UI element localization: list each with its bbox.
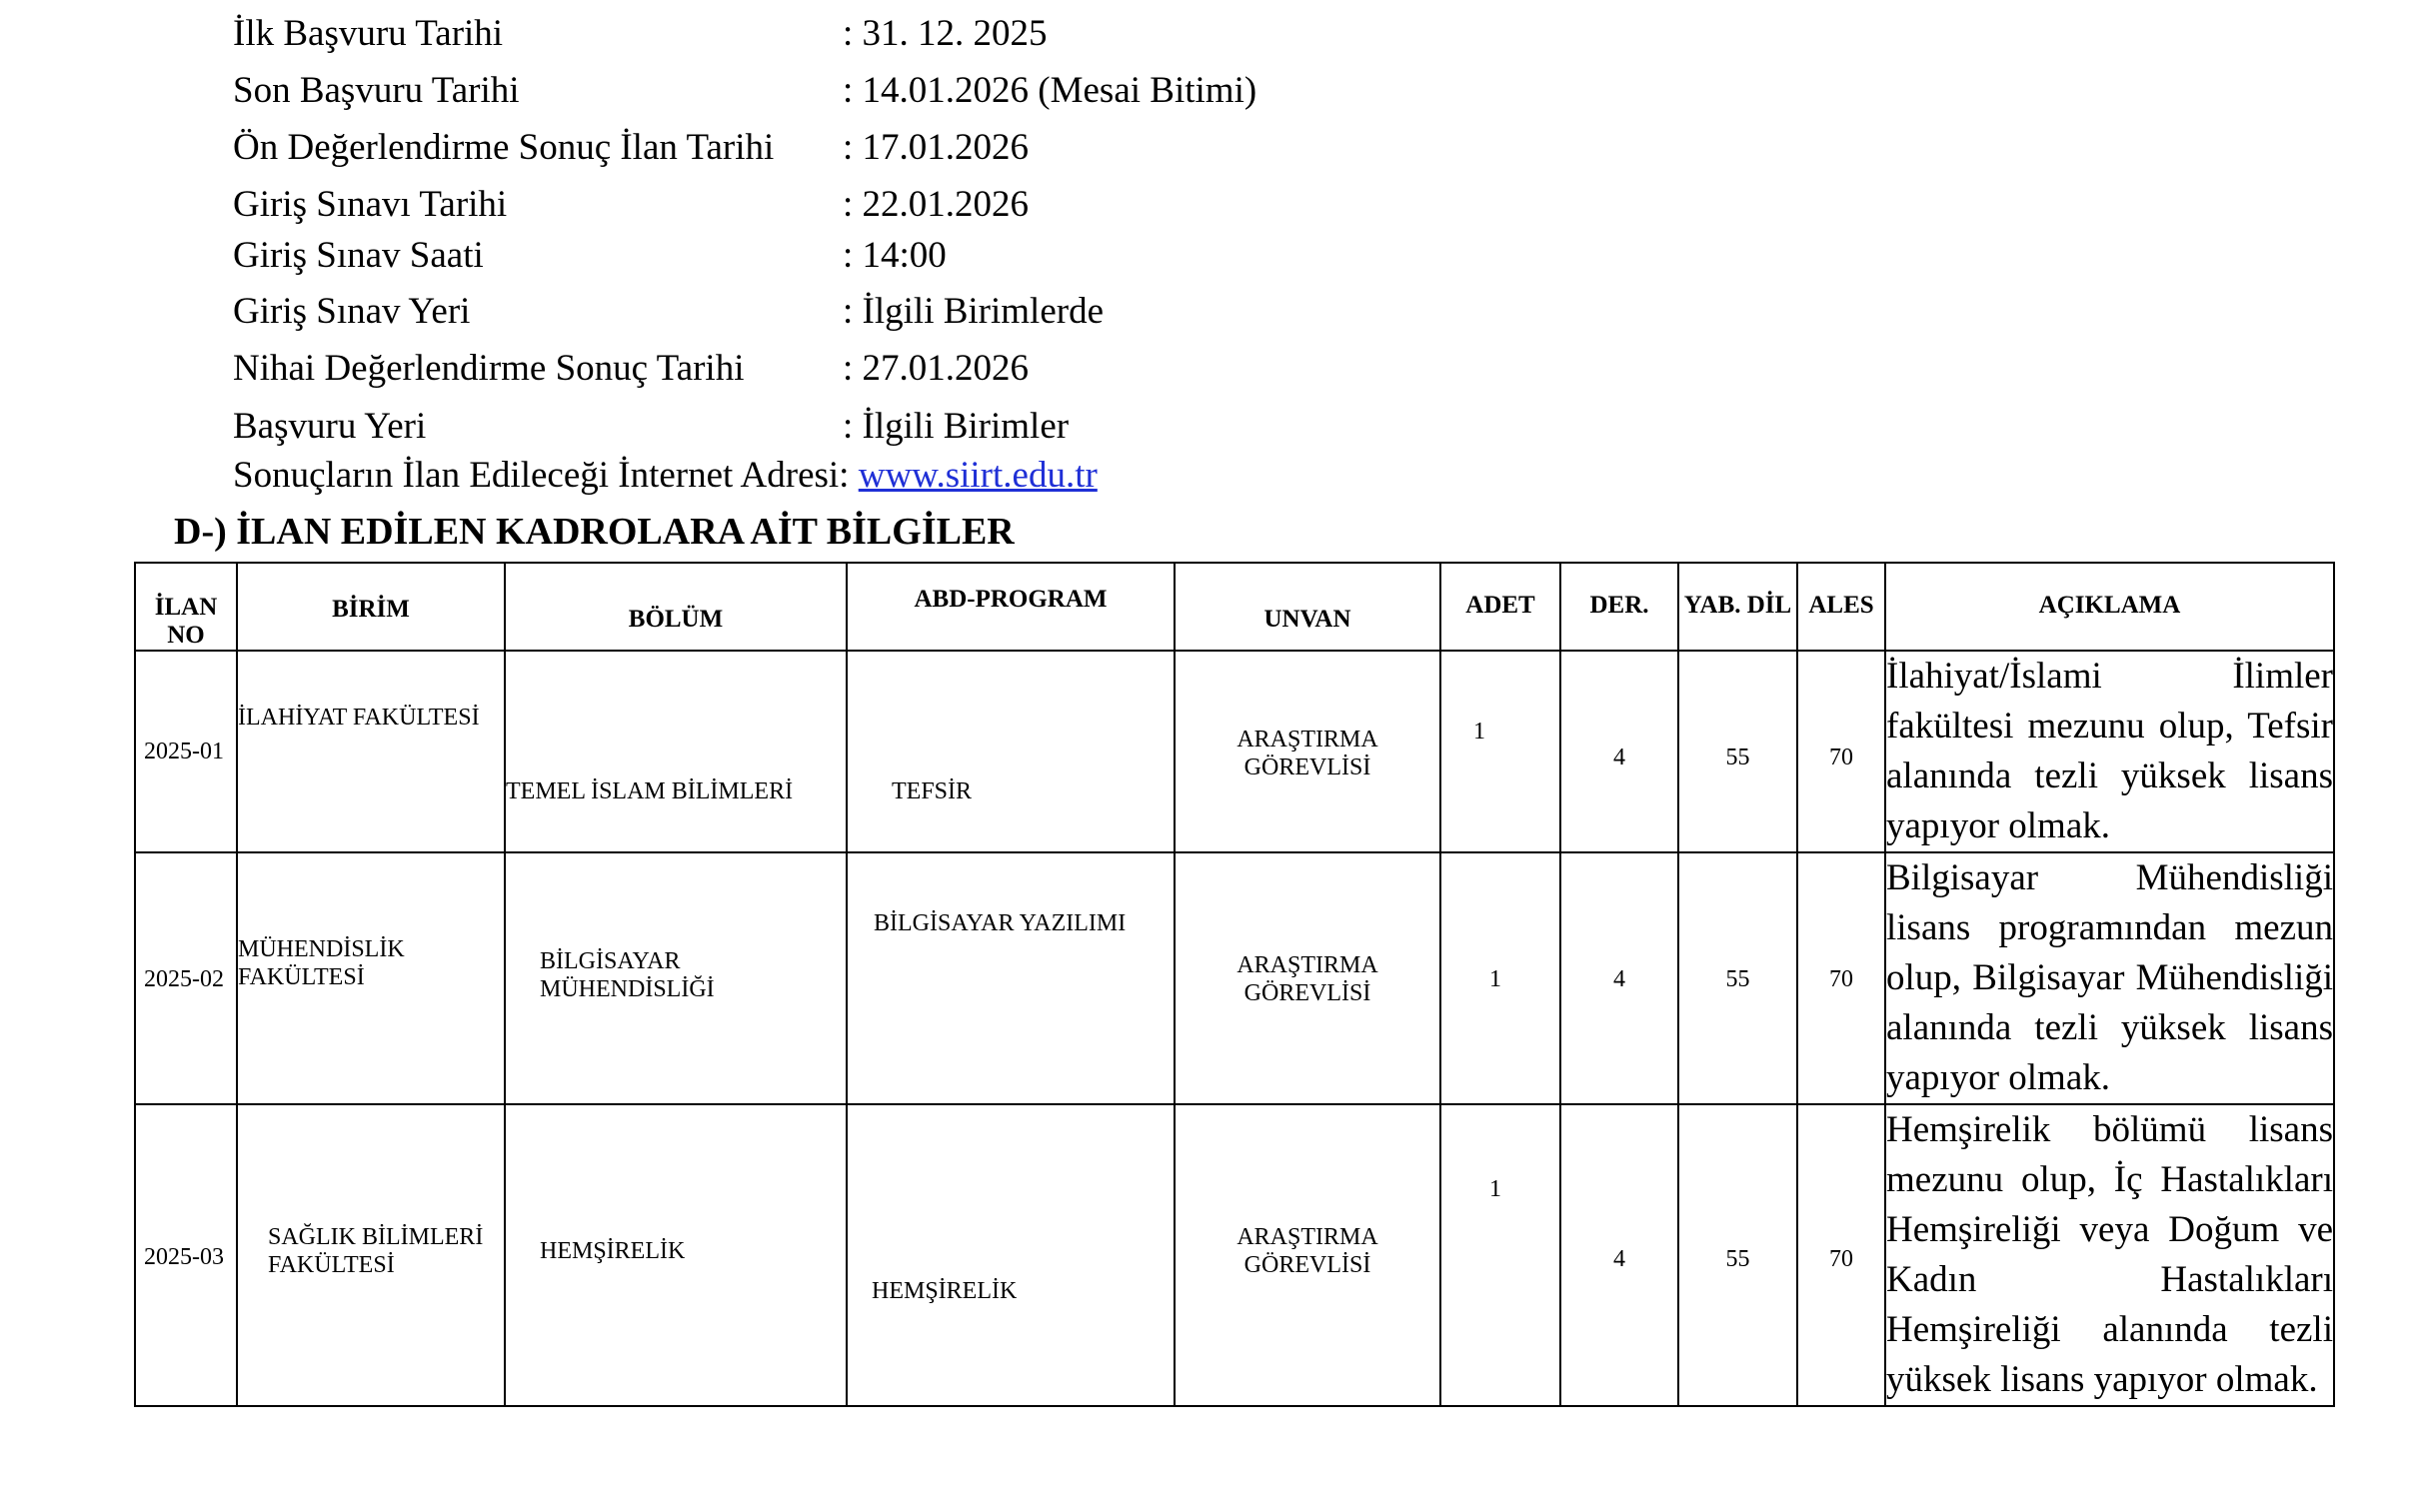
bolum-value: HEMŞİRELİK bbox=[540, 1238, 686, 1264]
cell-unvan bbox=[1175, 1104, 1440, 1406]
header-der bbox=[1560, 563, 1678, 651]
cell-adet bbox=[1440, 1104, 1560, 1406]
cell-ilan-no bbox=[135, 1104, 237, 1406]
cell-der bbox=[1560, 1104, 1678, 1406]
header-yab-dil-label: YAB. DİL bbox=[1683, 592, 1792, 619]
yab-dil-value: 55 bbox=[1725, 1246, 1750, 1272]
header-ilan-no-line2: NO bbox=[167, 622, 205, 649]
cell-aciklama bbox=[1885, 1104, 2334, 1406]
cell-unvan bbox=[1175, 651, 1440, 852]
schedule-row-application-place bbox=[0, 403, 1599, 451]
unvan-line1: ARAŞTIRMA bbox=[1236, 727, 1378, 753]
cell-aciklama bbox=[1885, 651, 2334, 852]
cell-abd-program bbox=[847, 651, 1175, 852]
birim-value-line2: FAKÜLTESİ bbox=[268, 1252, 395, 1278]
table-row bbox=[135, 852, 2334, 1104]
results-address bbox=[233, 452, 1098, 500]
header-ales-label: ALES bbox=[1808, 592, 1874, 619]
section-heading: D-) İLAN EDİLEN KADROLARA AİT BİLGİLER bbox=[174, 511, 1015, 553]
cell-ales bbox=[1797, 1104, 1885, 1406]
cell-bolum bbox=[505, 852, 847, 1104]
schedule-value: : 14:00 bbox=[843, 235, 947, 276]
abd-program-value: BİLGİSAYAR YAZILIMI bbox=[874, 910, 1127, 936]
yab-dil-value: 55 bbox=[1725, 966, 1750, 992]
adet-value: 1 bbox=[1473, 719, 1485, 745]
header-yab-dil bbox=[1678, 563, 1797, 651]
der-value: 4 bbox=[1613, 966, 1625, 992]
cell-ales bbox=[1797, 852, 1885, 1104]
aciklama-value: Hemşirelik bölümü lisans mezunu olup, İç Hastalıkları Hemşireliği veya Doğum ve Kadın Hastalıkları Hemşireliği alanında tezli yüksek lisans yapıyor olmak. bbox=[1886, 1109, 2333, 1400]
schedule-label: Giriş Sınav Yeri bbox=[233, 291, 471, 332]
cell-der bbox=[1560, 651, 1678, 852]
header-bolum-label: BÖLÜM bbox=[628, 606, 724, 633]
header-der-label: DER. bbox=[1589, 592, 1649, 619]
cell-abd-program bbox=[847, 852, 1175, 1104]
schedule-label: Giriş Sınav Saati bbox=[233, 235, 484, 276]
schedule-value: : 27.01.2026 bbox=[843, 348, 1030, 389]
birim-value: SAĞLIK BİLİMLERİ bbox=[268, 1224, 484, 1250]
aciklama-value: Bilgisayar Mühendisliği lisans programından mezun olup, Bilgisayar Mühendisliği alanında tezli yüksek lisans yapıyor olmak. bbox=[1886, 857, 2333, 1098]
header-ales bbox=[1797, 563, 1885, 651]
aciklama-value: İlahiyat/İslami İlimler fakültesi mezunu olup, Tefsir alanında tezli yüksek lisans yapıyor olmak. bbox=[1886, 656, 2333, 846]
abd-program-value: TEFSİR bbox=[892, 778, 973, 804]
cell-der bbox=[1560, 852, 1678, 1104]
header-ilan-no-line1: İLAN bbox=[154, 594, 218, 621]
header-birim bbox=[237, 563, 505, 651]
table-row bbox=[135, 1104, 2334, 1406]
schedule-row-final-evaluation bbox=[0, 345, 1599, 393]
header-aciklama-label: AÇIKLAMA bbox=[2038, 592, 2181, 619]
results-address-label: Sonuçların İlan Edileceği İnternet Adresi: bbox=[233, 455, 859, 496]
bolum-value: BİLGİSAYAR bbox=[540, 948, 681, 974]
table-row bbox=[135, 651, 2334, 852]
header-ilan-no bbox=[135, 563, 237, 651]
cell-ales bbox=[1797, 651, 1885, 852]
header-abd-program bbox=[847, 563, 1175, 651]
bolum-value: TEMEL İSLAM BİLİMLERİ bbox=[506, 778, 794, 804]
cell-unvan bbox=[1175, 852, 1440, 1104]
header-unvan bbox=[1175, 563, 1440, 651]
bolum-value-line2: MÜHENDİSLİĞİ bbox=[540, 976, 715, 1002]
schedule-label: Nihai Değerlendirme Sonuç Tarihi bbox=[233, 348, 745, 389]
schedule-value: : 17.01.2026 bbox=[843, 127, 1030, 168]
unvan-line2: GÖREVLİSİ bbox=[1243, 755, 1371, 780]
cell-birim bbox=[237, 651, 505, 852]
schedule-value: : 22.01.2026 bbox=[843, 184, 1030, 225]
schedule-label: Giriş Sınavı Tarihi bbox=[233, 184, 508, 225]
schedule-value: : İlgili Birimler bbox=[843, 406, 1070, 447]
results-address-row bbox=[0, 452, 1599, 500]
der-value: 4 bbox=[1613, 1246, 1625, 1272]
schedule-label: Başvuru Yeri bbox=[233, 406, 427, 447]
positions-table bbox=[134, 562, 2335, 1407]
cell-birim bbox=[237, 852, 505, 1104]
header-bolum bbox=[505, 563, 847, 651]
header-aciklama bbox=[1885, 563, 2334, 651]
ales-value: 70 bbox=[1829, 745, 1853, 770]
schedule-label: Son Başvuru Tarihi bbox=[233, 70, 520, 111]
adet-value: 1 bbox=[1489, 1176, 1501, 1202]
der-value: 4 bbox=[1613, 745, 1625, 770]
cell-birim bbox=[237, 1104, 505, 1406]
cell-bolum bbox=[505, 1104, 847, 1406]
unvan-line1: ARAŞTIRMA bbox=[1236, 952, 1378, 978]
ilan-no-value: 2025-03 bbox=[144, 1244, 224, 1270]
header-unvan-label: UNVAN bbox=[1263, 606, 1351, 633]
yab-dil-value: 55 bbox=[1725, 745, 1750, 770]
cell-ilan-no bbox=[135, 651, 237, 852]
cell-yab-dil bbox=[1678, 651, 1797, 852]
schedule-row-exam-date bbox=[0, 181, 1599, 229]
abd-program-value: HEMŞİRELİK bbox=[872, 1278, 1018, 1304]
cell-yab-dil bbox=[1678, 1104, 1797, 1406]
cell-adet bbox=[1440, 651, 1560, 852]
schedule-value: : 14.01.2026 (Mesai Bitimi) bbox=[843, 70, 1257, 111]
cell-yab-dil bbox=[1678, 852, 1797, 1104]
ales-value: 70 bbox=[1829, 1246, 1853, 1272]
birim-value-line2: FAKÜLTESİ bbox=[238, 964, 365, 990]
schedule-row-pre-evaluation bbox=[0, 124, 1599, 172]
unvan-line2: GÖREVLİSİ bbox=[1243, 980, 1371, 1006]
cell-adet bbox=[1440, 852, 1560, 1104]
header-abd-program-label: ABD-PROGRAM bbox=[914, 586, 1108, 613]
schedule-row-exam-place bbox=[0, 288, 1599, 336]
header-birim-label: BİRİM bbox=[332, 596, 410, 623]
table-header-row bbox=[135, 563, 2334, 651]
cell-bolum bbox=[505, 651, 847, 852]
cell-ilan-no bbox=[135, 852, 237, 1104]
results-address-link[interactable]: www.siirt.edu.tr bbox=[858, 455, 1098, 496]
schedule-value: : İlgili Birimlerde bbox=[843, 291, 1105, 332]
header-adet bbox=[1440, 563, 1560, 651]
unvan-line2: GÖREVLİSİ bbox=[1243, 1252, 1371, 1278]
ilan-no-value: 2025-02 bbox=[144, 966, 224, 992]
birim-value: İLAHİYAT FAKÜLTESİ bbox=[238, 705, 480, 731]
birim-value: MÜHENDİSLİK bbox=[238, 936, 405, 962]
header-adet-label: ADET bbox=[1465, 592, 1535, 619]
schedule-label: Ön Değerlendirme Sonuç İlan Tarihi bbox=[233, 127, 775, 168]
schedule-value: : 31. 12. 2025 bbox=[843, 13, 1048, 54]
schedule-row-last-application bbox=[0, 67, 1599, 115]
ilan-no-value: 2025-01 bbox=[144, 739, 224, 764]
unvan-line1: ARAŞTIRMA bbox=[1236, 1224, 1378, 1250]
cell-aciklama bbox=[1885, 852, 2334, 1104]
schedule-label: İlk Başvuru Tarihi bbox=[233, 13, 504, 54]
adet-value: 1 bbox=[1489, 966, 1501, 992]
schedule-row-exam-time bbox=[0, 232, 1599, 280]
cell-abd-program bbox=[847, 1104, 1175, 1406]
schedule-row-first-application bbox=[0, 10, 1599, 58]
ales-value: 70 bbox=[1829, 966, 1853, 992]
